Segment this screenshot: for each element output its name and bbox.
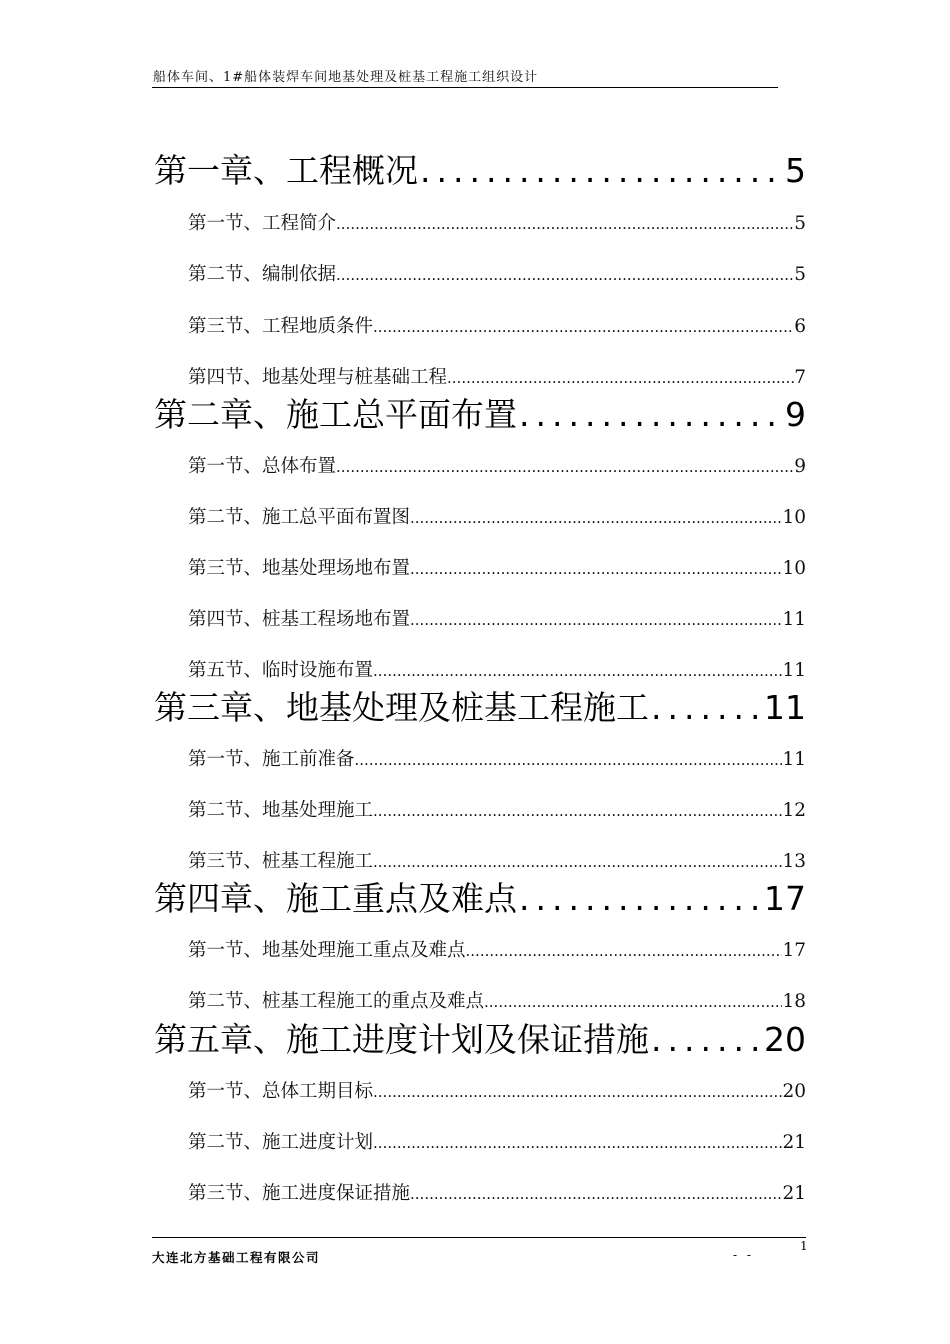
section-page: 20 — [782, 1081, 806, 1102]
section-title: 第三节、工程地质条件 — [188, 316, 374, 337]
dot-leader — [373, 1129, 782, 1157]
dot-leader — [373, 313, 794, 341]
section-page: 5 — [794, 264, 806, 285]
toc-section[interactable] — [188, 364, 806, 392]
running-header: 船体车间、1#船体装焊车间地基处理及桩基工程施工组织设计 — [153, 70, 539, 85]
section-page: 17 — [782, 940, 806, 961]
toc-chapter-2[interactable] — [154, 393, 806, 437]
dot-leader — [373, 848, 782, 876]
chapter-page: 9 — [785, 395, 806, 434]
toc-section[interactable] — [188, 210, 806, 238]
section-title: 第三节、桩基工程施工 — [188, 851, 374, 872]
toc-section[interactable] — [188, 606, 806, 634]
section-title: 第二节、地基处理施工 — [188, 800, 374, 821]
header-divider — [152, 87, 778, 88]
toc-section[interactable] — [188, 988, 806, 1016]
footer-divider — [152, 1237, 806, 1238]
chapter-title: 第二章、施工总平面布置 — [154, 395, 517, 434]
toc-section[interactable] — [188, 848, 806, 876]
dot-leader — [410, 606, 782, 634]
section-page: 11 — [782, 660, 806, 681]
dot-leader — [355, 746, 783, 774]
toc-section[interactable] — [188, 504, 806, 532]
toc-chapter-4[interactable] — [154, 877, 806, 921]
dot-leader — [373, 1078, 782, 1106]
dot-leader — [649, 686, 762, 730]
section-title: 第一节、地基处理施工重点及难点 — [188, 940, 466, 961]
section-title: 第二节、编制依据 — [188, 264, 337, 285]
toc-section[interactable] — [188, 555, 806, 583]
section-page: 12 — [782, 800, 806, 821]
chapter-title: 第五章、施工进度计划及保证措施 — [154, 1020, 649, 1059]
section-page: 7 — [794, 367, 806, 388]
page-number: 1 — [800, 1239, 808, 1253]
toc-section[interactable] — [188, 261, 806, 289]
section-title: 第一节、总体布置 — [188, 456, 337, 477]
toc-section[interactable] — [188, 797, 806, 825]
dot-leader — [336, 453, 794, 481]
chapter-page: 11 — [764, 688, 806, 727]
section-title: 第一节、工程简介 — [188, 213, 337, 234]
chapter-page: 20 — [764, 1020, 806, 1059]
section-page: 11 — [782, 609, 806, 630]
toc-chapter-5[interactable] — [154, 1018, 806, 1062]
dot-leader — [466, 937, 783, 965]
section-page: 21 — [782, 1132, 806, 1153]
chapter-title: 第三章、地基处理及桩基工程施工 — [154, 688, 649, 727]
chapter-page: 17 — [764, 879, 806, 918]
toc-section[interactable] — [188, 1180, 806, 1208]
chapter-title: 第四章、施工重点及难点 — [154, 879, 517, 918]
toc-section[interactable] — [188, 1129, 806, 1157]
section-page: 9 — [794, 456, 806, 477]
section-page: 11 — [782, 749, 806, 770]
section-title: 第五节、临时设施布置 — [188, 660, 374, 681]
section-title: 第四节、桩基工程场地布置 — [188, 609, 411, 630]
section-page: 6 — [794, 316, 806, 337]
toc-section[interactable] — [188, 937, 806, 965]
section-title: 第二节、施工进度计划 — [188, 1132, 374, 1153]
toc-section[interactable] — [188, 1078, 806, 1106]
toc-chapter-3[interactable] — [154, 686, 806, 730]
section-title: 第二节、桩基工程施工的重点及难点 — [188, 991, 485, 1012]
section-title: 第三节、施工进度保证措施 — [188, 1183, 411, 1204]
dot-leader — [410, 555, 782, 583]
dot-leader — [447, 364, 794, 392]
section-title: 第四节、地基处理与桩基础工程 — [188, 367, 448, 388]
section-page: 10 — [782, 558, 806, 579]
dot-leader — [649, 1018, 762, 1062]
toc-chapter-1[interactable] — [154, 149, 806, 193]
toc-section[interactable] — [188, 746, 806, 774]
section-title: 第三节、地基处理场地布置 — [188, 558, 411, 579]
dot-leader — [410, 504, 782, 532]
dot-leader — [373, 657, 782, 685]
dot-leader — [418, 149, 783, 193]
dot-leader — [517, 393, 783, 437]
section-page: 10 — [782, 507, 806, 528]
dot-leader — [410, 1180, 782, 1208]
chapter-title: 第一章、工程概况 — [154, 151, 418, 190]
section-page: 13 — [782, 851, 806, 872]
section-page: 21 — [782, 1183, 806, 1204]
toc-section[interactable] — [188, 313, 806, 341]
dot-leader — [484, 988, 782, 1016]
toc-section[interactable] — [188, 657, 806, 685]
section-page: 5 — [794, 213, 806, 234]
section-title: 第一节、总体工期目标 — [188, 1081, 374, 1102]
section-title: 第一节、施工前准备 — [188, 749, 355, 770]
chapter-page: 5 — [785, 151, 806, 190]
dot-leader — [517, 877, 762, 921]
section-page: 18 — [782, 991, 806, 1012]
footer-dashes: - - — [733, 1248, 754, 1262]
dot-leader — [336, 210, 794, 238]
toc-section[interactable] — [188, 453, 806, 481]
dot-leader — [336, 261, 794, 289]
section-title: 第二节、施工总平面布置图 — [188, 507, 411, 528]
footer-company-name: 大连北方基础工程有限公司 — [152, 1250, 321, 1265]
dot-leader — [373, 797, 782, 825]
